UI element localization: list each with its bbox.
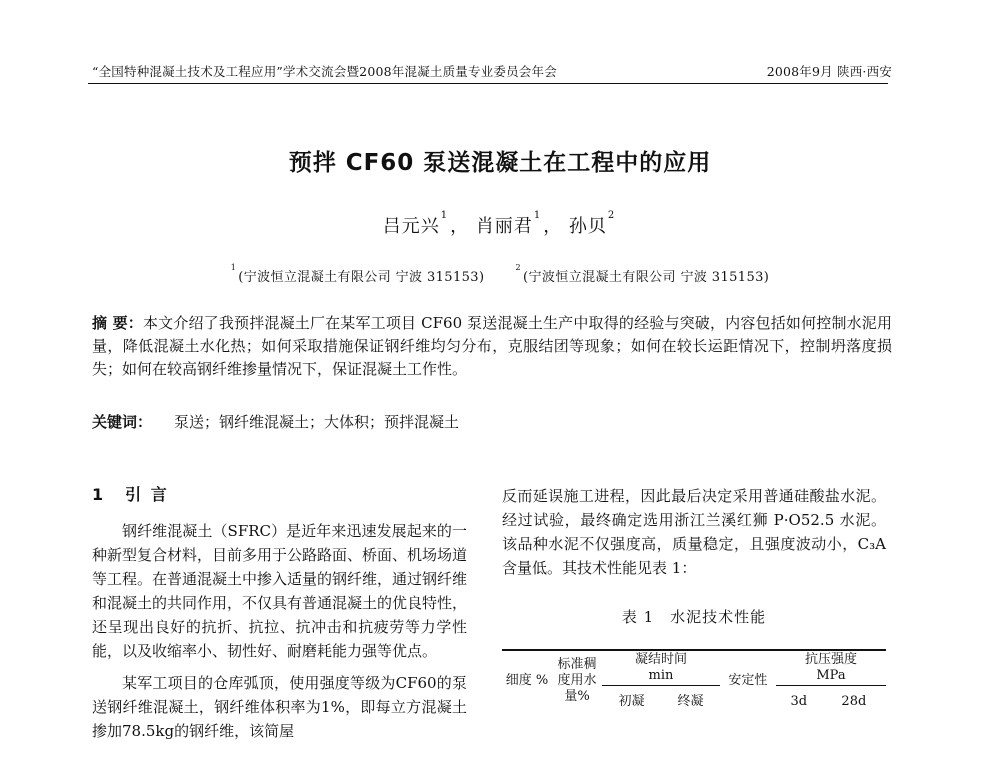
abstract-text: 本文介绍了我预拌混凝土厂在某军工项目 CF60 泵送混凝土生产中取得的经验与突破，内容包括如何控制水泥用量，降低混凝土水化热；如何采取措施保证钢纤维均匀分布，克服结团等现象；如何在较长运距情况下，控制坍落度损失；如何在较高钢纤维掺量情况下，保证混凝土工作性。 <box>92 314 892 378</box>
col-header-setting-time <box>602 650 720 686</box>
author-name: 肖丽君 <box>475 216 533 237</box>
setting-time-label: 凝结时间 <box>634 652 687 667</box>
affil-mark: 2 <box>515 263 522 272</box>
section-number: 1 <box>92 485 106 504</box>
col-header-final-set: 终凝 <box>677 694 704 709</box>
table-number: 表 1 <box>621 608 655 626</box>
col-header-3d: 3d <box>790 694 808 709</box>
section-heading <box>92 482 467 505</box>
body-paragraph: 钢纤维混凝土（SFRC）是近年来迅速发展起来的一种新型复合材料，目前多用于公路路面、桥面、机场场道等工程。在普通混凝土中掺入适量的钢纤维，通过钢纤维和混凝土的共同作用，不仅具有普通混凝土的优良特性，还呈现出良好的抗折、抗拉、抗冲击和抗疲劳等力学性能，以及收缩率小、韧性好、耐磨耗能力强等优点。 <box>92 522 468 660</box>
author-name: 吕元兴 <box>382 216 440 237</box>
section-title: 引 言 <box>125 485 169 504</box>
running-header <box>92 62 892 80</box>
author-affil-mark: 1 <box>533 210 542 221</box>
conference-date-place: 2008年9月 陕西·西安 <box>766 64 892 79</box>
body-paragraph: 反而延误施工进程，因此最后决定采用普通硅酸盐水泥。经过试验，最终确定选用浙江兰溪红狮 P·O52.5 水泥。该品种水泥不仅强度高，质量稳定，且强度波动小，C₃A 含量低。其技术性能见表 1： <box>502 487 886 577</box>
cement-properties-table <box>502 649 886 711</box>
author-separator: ， <box>450 216 470 237</box>
header-rule <box>88 83 888 84</box>
affil-mark: 1 <box>230 263 237 272</box>
author-affil-mark: 1 <box>440 210 449 221</box>
col-header-consistency: 标准稠度用水量% <box>552 650 602 711</box>
keywords-text: 泵送；钢纤维混凝土；大体积；预拌混凝土 <box>174 413 460 431</box>
keywords-label: 关键词： <box>92 413 153 431</box>
left-column <box>92 482 467 743</box>
abstract-label: 摘 要： <box>92 314 143 332</box>
table-caption-title: 水泥技术性能 <box>670 608 767 626</box>
col-header-fineness: 细度 % <box>502 650 552 711</box>
conference-name: “全国特种混凝土技术及工程应用”学术交流会暨2008年混凝土质量专业委员会年会 <box>92 64 557 79</box>
table-header-row <box>502 650 886 686</box>
keywords <box>92 411 892 434</box>
author-name: 孙贝 <box>568 216 607 237</box>
affiliation-text: (宁波恒立混凝土有限公司 宁波 315153) <box>238 270 485 285</box>
setting-time-unit: min <box>648 668 674 683</box>
right-column <box>502 484 886 711</box>
paper-title: 预拌 CF60 泵送混凝土在工程中的应用 <box>288 150 712 176</box>
body-paragraph: 某军工项目的仓库弧顶，使用强度等级为CF60的泵送钢纤维混凝土，钢纤维体积率为1%，即每立方混凝土掺加78.5kg的钢纤维，该简屋 <box>92 674 467 740</box>
col-header-initial-set: 初凝 <box>618 694 645 709</box>
strength-label: 抗压强度 <box>804 652 857 667</box>
table-caption <box>502 606 886 627</box>
col-header-28d: 28d <box>841 694 867 709</box>
strength-unit: MPa <box>816 668 846 683</box>
author-separator: ， <box>543 216 563 237</box>
col-header-strength <box>776 650 886 686</box>
abstract <box>92 312 892 381</box>
author-list <box>0 212 1000 238</box>
col-header-soundness: 安定性 <box>720 650 776 711</box>
affiliations <box>0 263 1000 285</box>
author-affil-mark: 2 <box>607 210 616 221</box>
affiliation-text: (宁波恒立混凝土有限公司 宁波 315153) <box>523 270 770 285</box>
